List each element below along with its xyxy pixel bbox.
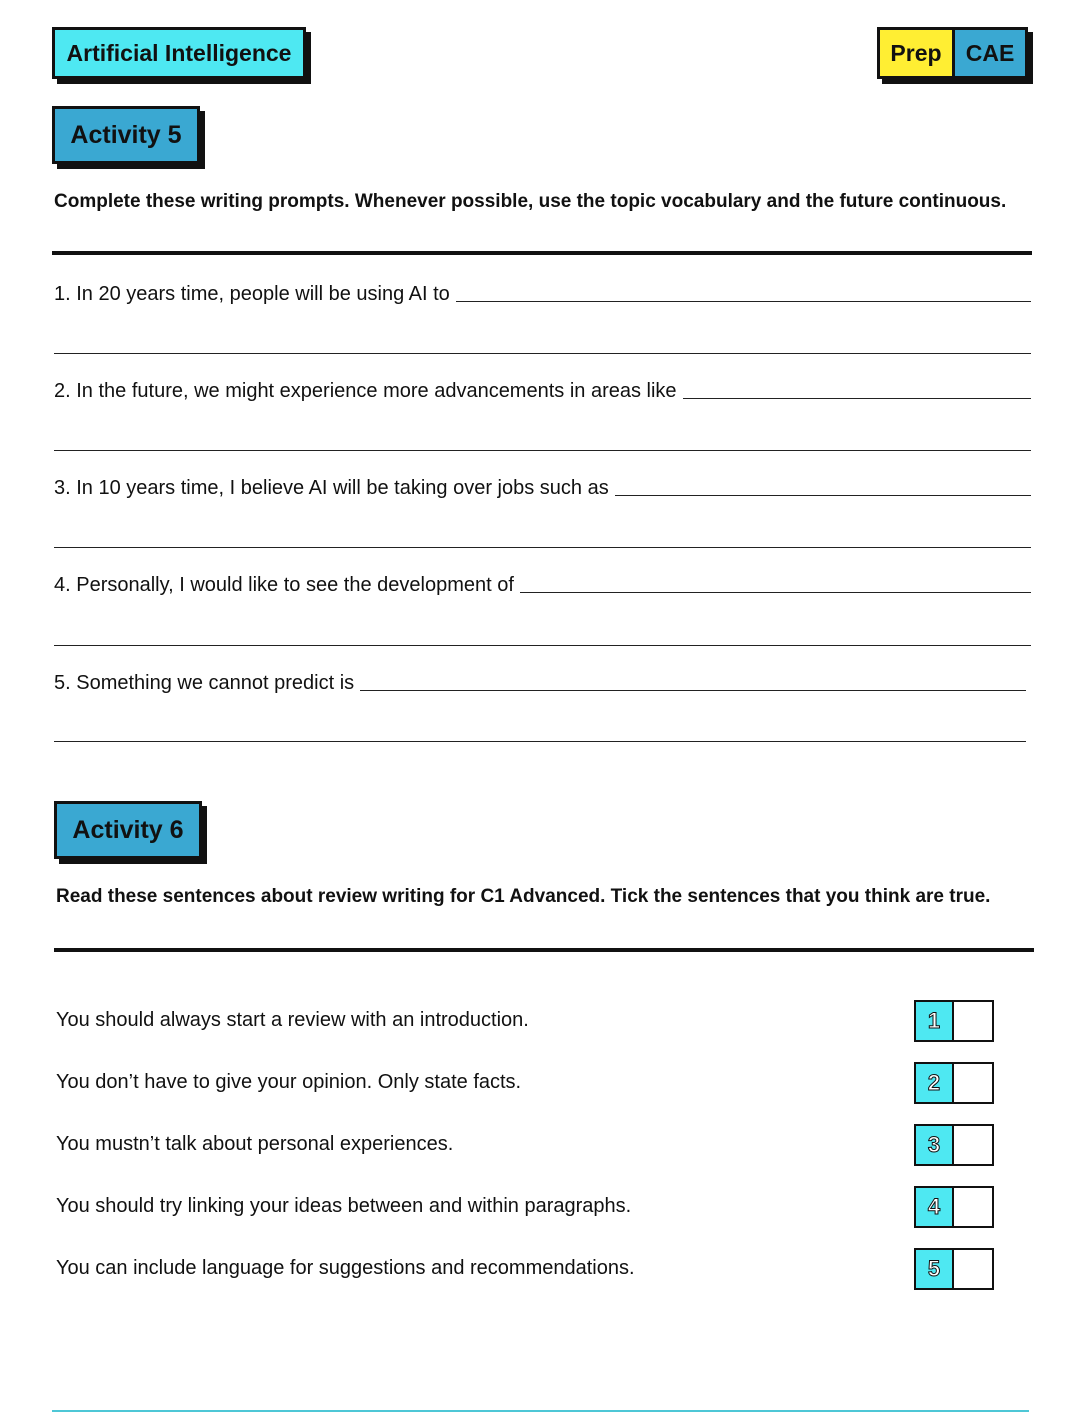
statement-4: You should try linking your ideas between and within paragraphs. bbox=[56, 1195, 632, 1217]
footer-rule bbox=[52, 1410, 1029, 1412]
answer-line[interactable] bbox=[54, 450, 1031, 451]
prompt-4-text: 4. Personally, I would like to see the development of bbox=[54, 574, 514, 596]
tick-number-4: 4 bbox=[916, 1188, 954, 1226]
prompt-3-answer-line[interactable] bbox=[615, 494, 1031, 496]
prompt-5 bbox=[54, 672, 1026, 695]
answer-line[interactable] bbox=[54, 645, 1031, 646]
topic-title: Artificial Intelligence bbox=[52, 27, 306, 79]
prompt-5-text: 5. Something we cannot predict is bbox=[54, 672, 355, 694]
tick-checkbox-1[interactable] bbox=[954, 1002, 992, 1040]
badge-prep: Prep bbox=[880, 30, 955, 76]
prompt-5-answer-line[interactable] bbox=[360, 689, 1026, 691]
prompt-3 bbox=[54, 477, 1031, 500]
divider bbox=[54, 948, 1034, 952]
tick-number-1: 1 bbox=[916, 1002, 954, 1040]
prompt-4 bbox=[54, 574, 1031, 597]
statement-1: You should always start a review with an introduction. bbox=[56, 1009, 529, 1031]
activity-6-instruction: Read these sentences about review writing for C1 Advanced. Tick the sentences that you think are true. bbox=[56, 886, 991, 907]
statement-3: You mustn’t talk about personal experiences. bbox=[56, 1133, 454, 1155]
prompt-2-text: 2. In the future, we might experience more advancements in areas like bbox=[54, 380, 677, 402]
tick-box-2[interactable] bbox=[914, 1062, 994, 1104]
tick-box-3[interactable] bbox=[914, 1124, 994, 1166]
answer-line[interactable] bbox=[54, 353, 1031, 354]
badge-cae: CAE bbox=[955, 30, 1025, 76]
prompt-2-answer-line[interactable] bbox=[683, 397, 1031, 399]
prompt-4-answer-line[interactable] bbox=[520, 591, 1031, 593]
tick-number-3: 3 bbox=[916, 1126, 954, 1164]
prompt-3-text: 3. In 10 years time, I believe AI will be taking over jobs such as bbox=[54, 477, 609, 499]
answer-line[interactable] bbox=[54, 741, 1026, 742]
tick-number-2: 2 bbox=[916, 1064, 954, 1102]
activity-5-instruction: Complete these writing prompts. Whenever possible, use the topic vocabulary and the future continuous. bbox=[54, 191, 1007, 212]
statement-2: You don’t have to give your opinion. Only state facts. bbox=[56, 1071, 522, 1093]
tick-box-1[interactable] bbox=[914, 1000, 994, 1042]
level-badge bbox=[877, 27, 1028, 79]
answer-line[interactable] bbox=[54, 547, 1031, 548]
prompt-1-text: 1. In 20 years time, people will be using AI to bbox=[54, 283, 450, 305]
tick-box-4[interactable] bbox=[914, 1186, 994, 1228]
divider bbox=[52, 251, 1032, 255]
activity-6-title: Activity 6 bbox=[54, 801, 202, 859]
tick-checkbox-2[interactable] bbox=[954, 1064, 992, 1102]
tick-checkbox-3[interactable] bbox=[954, 1126, 992, 1164]
statement-5: You can include language for suggestions and recommendations. bbox=[56, 1257, 635, 1279]
activity-5-title: Activity 5 bbox=[52, 106, 200, 164]
prompt-1-answer-line[interactable] bbox=[456, 300, 1031, 302]
prompt-2 bbox=[54, 380, 1031, 403]
tick-checkbox-4[interactable] bbox=[954, 1188, 992, 1226]
tick-number-5: 5 bbox=[916, 1250, 954, 1288]
prompt-1 bbox=[54, 283, 1031, 306]
tick-box-5[interactable] bbox=[914, 1248, 994, 1290]
tick-checkbox-5[interactable] bbox=[954, 1250, 992, 1288]
